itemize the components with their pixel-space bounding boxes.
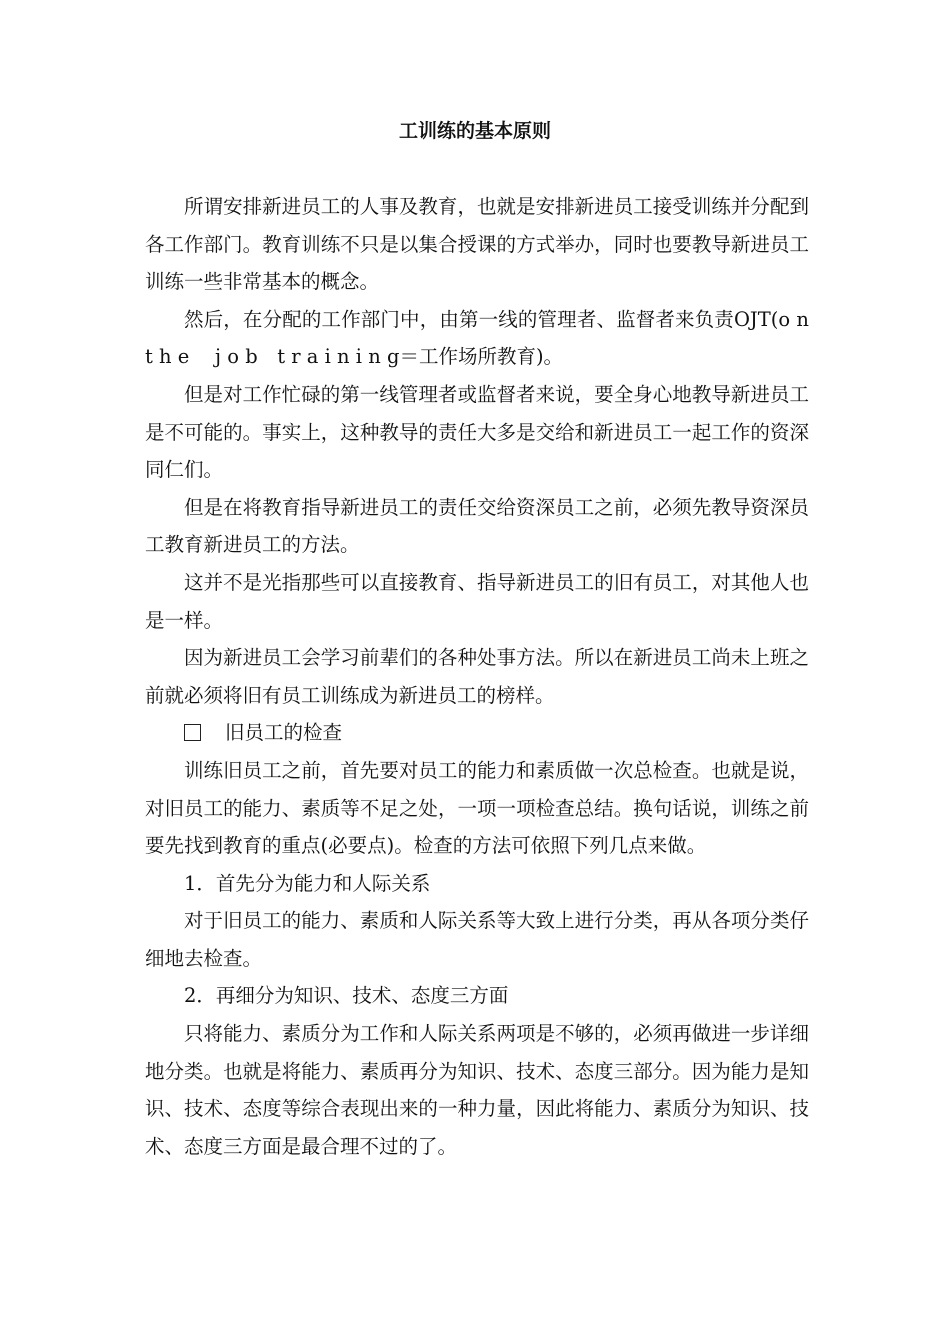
paragraph: 然后，在分配的工作部门中，由第一线的管理者、监督者来负责OJT(o n t h e j o b t r a i n i n g＝工作场所教育)。 (145, 307, 835, 369)
list-item-heading: 2．再细分为知识、技术、态度三方面 (184, 984, 509, 1008)
paragraph: 但是在将教育指导新进员工的责任交给资深员工之前，必须先教导资深员工教育新进员工的方法。 (145, 495, 809, 557)
paragraph: 只将能力、素质分为工作和人际关系两项是不够的，必须再做进一步详细地分类。也就是将能力、素质再分为知识、技术、态度三部分。因为能力是知识、技术、态度等综合表现出来的一种力量，因此将能力、素质分为知识、技术、态度三方面是最合理不过的了。 (145, 1022, 809, 1158)
paragraph: 因为新进员工会学习前辈们的各种处事方法。所以在新进员工尚未上班之前就必须将旧有员工训练成为新进员工的榜样。 (145, 646, 809, 707)
paragraph: 训练旧员工之前，首先要对员工的能力和素质做一次总检查。也就是说，对旧员工的能力、素质等不足之处，一项一项检查总结。换句话说，训练之前要先找到教育的重点(必要点)。检查的方法可依照下列几点来做。 (145, 758, 809, 858)
section-heading (145, 714, 809, 752)
checkbox-square-icon (184, 724, 201, 741)
paragraph: 但是对工作忙碌的第一线管理者或监督者来说，要全身心地教导新进员工是不可能的。事实上，这种教导的责任大多是交给和新进员工一起工作的资深同仁们。 (145, 382, 809, 482)
list-item-heading: 1．首先分为能力和人际关系 (184, 871, 431, 895)
paragraph: 对于旧员工的能力、素质和人际关系等大致上进行分类，再从各项分类仔细地去检查。 (145, 909, 809, 970)
section-heading-text: 旧员工的检查 (225, 721, 343, 745)
paragraph: 所谓安排新进员工的人事及教育，也就是安排新进员工接受训练并分配到各工作部门。教育训练不只是以集合授课的方式举办，同时也要教导新进员工训练一些非常基本的概念。 (145, 195, 809, 294)
paragraph: 这并不是光指那些可以直接教育、指导新进员工的旧有员工，对其他人也是一样。 (145, 570, 809, 632)
document-body (145, 188, 835, 1165)
page-title: 工训练的基本原则 (398, 120, 551, 142)
